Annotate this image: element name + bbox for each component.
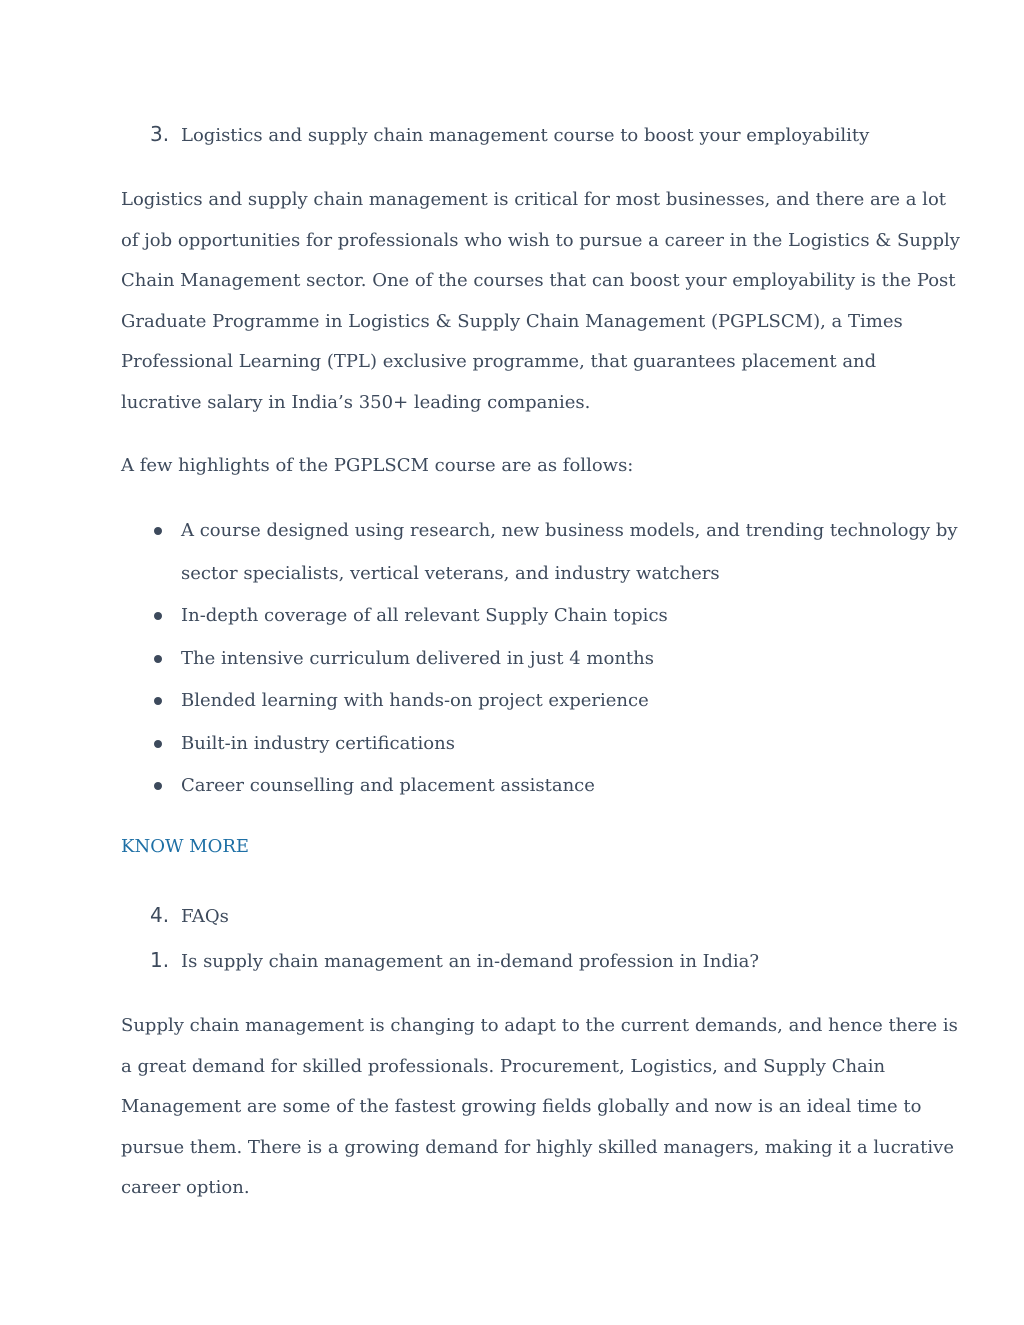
faq-1-number: 1. <box>150 948 170 972</box>
faq-1-question-text: Is supply chain management an in-demand profession in India? <box>181 951 760 972</box>
faq-1-answer <box>121 1006 958 1209</box>
section-3-title: Logistics and supply chain management course to boost your employability <box>181 125 870 146</box>
bullet-icon <box>154 740 162 748</box>
paragraph-line: Logistics and supply chain management is critical for most businesses, and there are a lot <box>121 189 947 210</box>
paragraph-line: Professional Learning (TPL) exclusive programme, that guarantees placement and <box>121 351 877 372</box>
paragraph-line: lucrative salary in India’s 350+ leading companies. <box>121 391 591 413</box>
section-4-number: 4. <box>150 903 170 927</box>
paragraph-line: Management are some of the fastest growing fields globally and now is an ideal time to <box>121 1096 922 1117</box>
faq-1-question <box>150 947 759 975</box>
list-item: In-depth coverage of all relevant Supply Chain topics <box>121 595 921 638</box>
bullet-icon <box>154 782 162 790</box>
know-more-link[interactable]: KNOW MORE <box>121 836 250 857</box>
bullet-icon <box>154 527 162 535</box>
list-item: Built-in industry certifications <box>121 723 921 766</box>
list-item: Blended learning with hands-on project experience <box>121 680 921 723</box>
highlights-list <box>121 510 958 808</box>
section-3-number: 3. <box>150 122 170 146</box>
paragraph-line: Graduate Programme in Logistics & Supply Chain Management (PGPLSCM), a Times <box>121 310 903 332</box>
section-4-title: FAQs <box>181 906 229 927</box>
paragraph-line: pursue them. There is a growing demand for highly skilled managers, making it a lucrative <box>121 1136 954 1158</box>
paragraph-line: Supply chain management is changing to adapt to the current demands, and hence there is <box>121 1015 958 1036</box>
list-item: Career counselling and placement assistance <box>121 765 921 808</box>
highlights-intro: A few highlights of the PGPLSCM course are as follows: <box>121 455 634 476</box>
bullet-icon <box>154 655 162 663</box>
section-3-heading <box>150 121 869 149</box>
bullet-icon <box>154 697 162 705</box>
list-item: The intensive curriculum delivered in just 4 months <box>121 638 921 681</box>
section-4-heading <box>150 902 229 930</box>
list-item: A course designed using research, new business models, and trending technology by sector specialists, vertical veterans, and industry watchers <box>121 510 921 595</box>
paragraph-line: a great demand for skilled professionals. Procurement, Logistics, and Supply Chain <box>121 1055 886 1077</box>
intro-paragraph <box>121 180 960 423</box>
paragraph-line: Chain Management sector. One of the courses that can boost your employability is the Post <box>121 270 956 291</box>
bullet-icon <box>154 612 162 620</box>
paragraph-line: of job opportunities for professionals who wish to pursue a career in the Logistics & Supply <box>121 229 960 251</box>
paragraph-line: career option. <box>121 1177 250 1198</box>
